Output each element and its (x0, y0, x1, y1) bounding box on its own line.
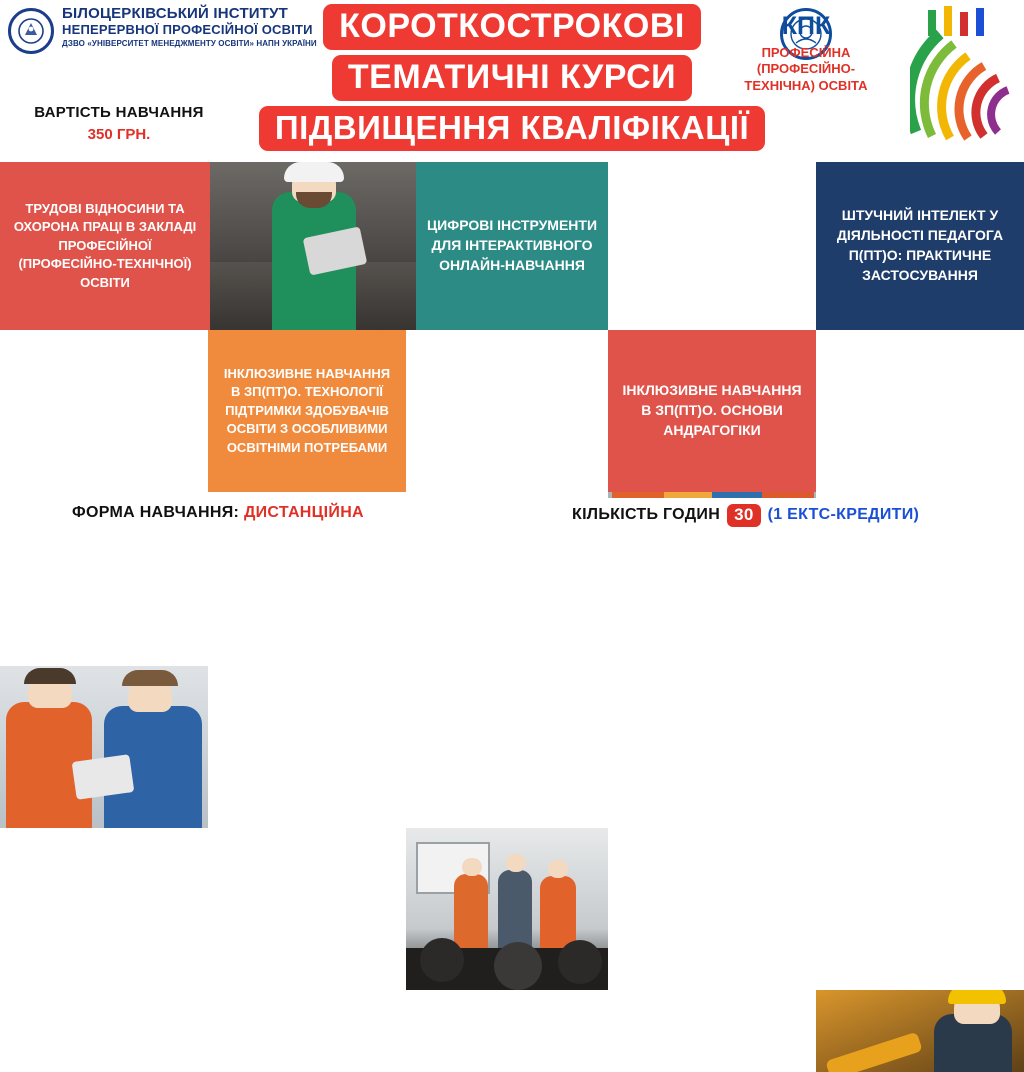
photo-classroom-presentation (406, 828, 608, 990)
price-value: 350 ГРН. (87, 126, 151, 143)
poster-footer (0, 496, 1024, 536)
card-andragogy[interactable] (608, 330, 816, 492)
title-line-1: КОРОТКОСТРОКОВІ (323, 4, 701, 50)
photo-robot-welding (816, 990, 1024, 1072)
decorative-arc-graphic (910, 4, 1022, 144)
ects-label: (1 ЕКТС-КРЕДИТИ) (767, 506, 920, 524)
card-digital-tools-label: ЦИФРОВІ ІНСТРУМЕНТИ ДЛЯ ІНТЕРАКТИВНОГО ОНЛАЙН-НАВЧАННЯ (426, 217, 598, 273)
card-inclusive-technologies[interactable] (208, 330, 406, 492)
institute-name-line3: ДЗВО «УНІВЕРСИТЕТ МЕНЕДЖМЕНТУ ОСВІТИ» НАПН УКРАЇНИ (62, 39, 317, 49)
card-inclusive-technologies-label: ІНКЛЮЗИВНЕ НАВЧАННЯ В ЗП(ПТ)О. ТЕХНОЛОГІЇ ПІДТРИМКИ ЗДОБУВАЧІВ ОСВІТИ З ОСОБЛИВИМИ ОСВІТНІМИ ПОТРЕБАМИ (223, 365, 391, 455)
hours-info (572, 504, 919, 527)
study-form-label: ФОРМА НАВЧАННЯ: (72, 504, 240, 521)
card-artificial-intelligence[interactable] (816, 162, 1024, 330)
poster-header (0, 0, 1024, 160)
hours-badge: 30 (727, 504, 761, 527)
title-line-2: ТЕМАТИЧНІ КУРСИ (332, 55, 692, 101)
card-artificial-intelligence-label: ШТУЧНИЙ ІНТЕЛЕКТ У ДІЯЛЬНОСТІ ПЕДАГОГА П(ПТ)О: ПРАКТИЧНЕ ЗАСТОСУВАННЯ (836, 207, 1004, 283)
title-line-3: ПІДВИЩЕННЯ КВАЛІФІКАЦІЇ (259, 106, 765, 151)
kpk-title: КПК (781, 12, 831, 40)
card-labour-relations[interactable] (0, 162, 210, 330)
price-label: ВАРТІСТЬ НАВЧАННЯ (34, 104, 204, 121)
logo-emblem-icon (8, 8, 54, 54)
photo-engineer-tablet (210, 162, 416, 330)
institute-name-line2: НЕПЕРЕРВНОЇ ПРОФЕСІЙНОЇ ОСВІТИ (62, 21, 313, 37)
course-cards-grid (0, 162, 1024, 492)
study-form (72, 504, 364, 522)
kpk-subtitle-line1: ПРОФЕСІЙНА (761, 45, 851, 60)
study-form-value: ДИСТАНЦІЙНА (243, 504, 364, 521)
card-andragogy-label: ІНКЛЮЗИВНЕ НАВЧАННЯ В ЗП(ПТ)О. ОСНОВИ АНДРАГОГІКИ (622, 382, 802, 438)
card-digital-tools[interactable] (416, 162, 608, 330)
kpk-block (706, 8, 906, 94)
card-labour-relations-label: ТРУДОВІ ВІДНОСИНИ ТА ОХОРОНА ПРАЦІ В ЗАКЛАДІ ПРОФЕСІЙНОЇ (ПРОФЕСІЙНО-ТЕХНІЧНОЇ) ОСВІТИ (13, 200, 197, 290)
institute-name-line1: БІЛОЦЕРКІВСЬКИЙ ІНСТИТУТ (62, 5, 289, 22)
kpk-subtitle-line3: ТЕХНІЧНА) ОСВІТА (744, 77, 868, 93)
hours-label: КІЛЬКІСТЬ ГОДИН (572, 506, 721, 524)
kpk-subtitle-line2: (ПРОФЕСІЙНО- (756, 61, 856, 77)
photo-mentor-student (0, 666, 208, 828)
price-block (14, 104, 224, 143)
